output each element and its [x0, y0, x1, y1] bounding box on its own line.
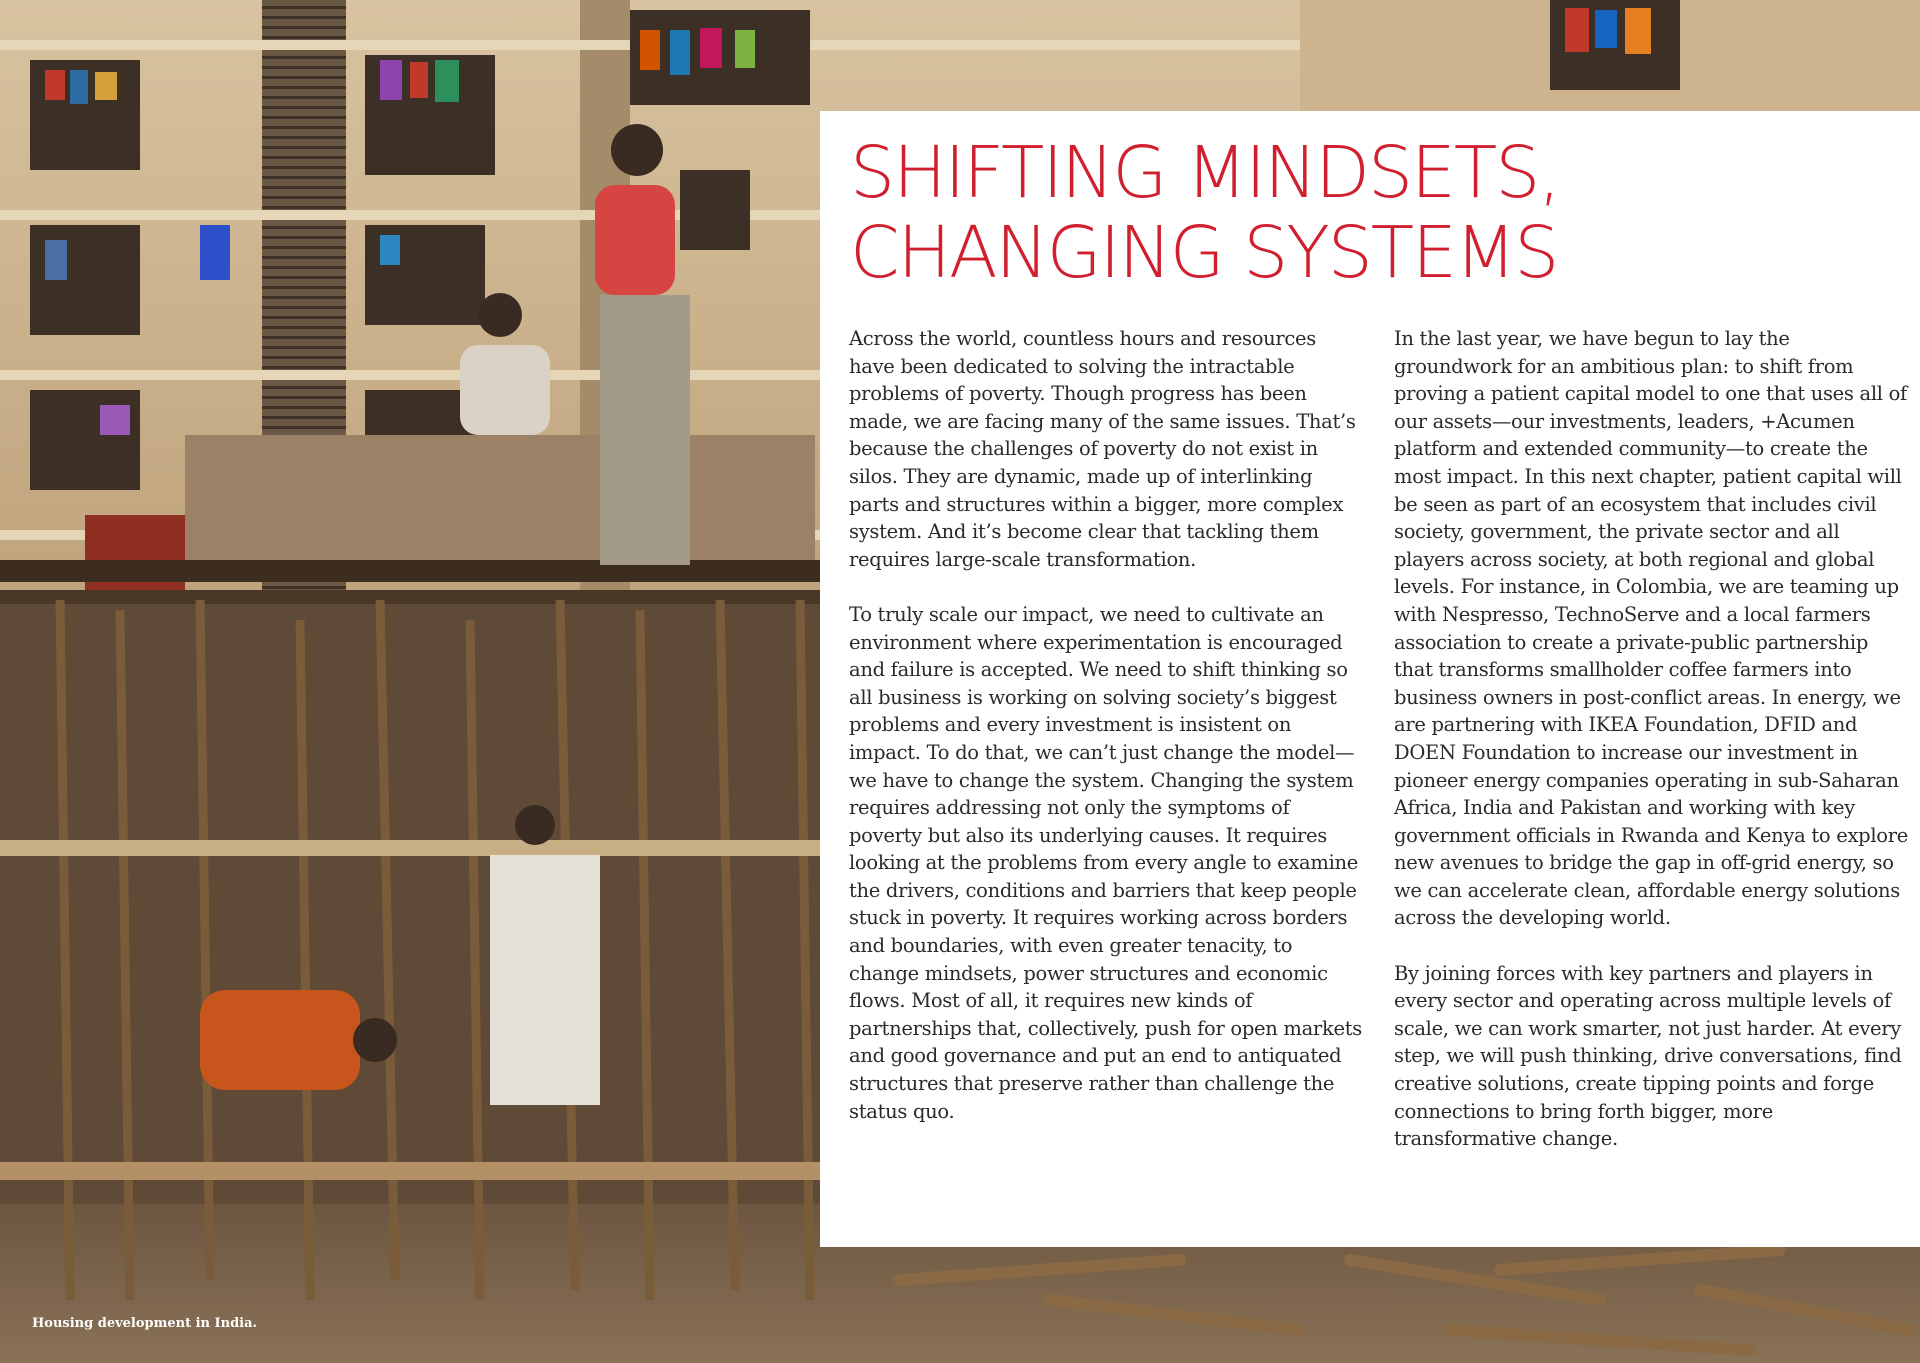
photo-caption: Housing development in India. [32, 1316, 258, 1331]
article-headline [850, 133, 1559, 293]
headline-line-2: CHANGING SYSTEMS [850, 211, 1558, 294]
headline-line-1: SHIFTING MINDSETS, [850, 131, 1559, 214]
article-panel [820, 111, 1920, 1247]
left-paragraph-2: To truly scale our impact, we need to cultivate an environment where experimentation is encouraged and failure is accepted. We need to shift thinking so all business is working on solving society’s biggest problems and every investment is insistent on impact. To do that, we can’t just change the model—we have to change the system. Changing the system requires addressing not only the symptoms of poverty but also its underlying causes. It requires looking at the problems from every angle to examine the drivers, conditions and barriers that keep people stuck in poverty. It requires working across borders and boundaries, with even greater tenacity, to change mindsets, power structures and economic flows. Most of all, it requires new kinds of partnerships that, collectively, push for open markets and good governance and put an end to antiquated structures that preserve rather than challenge the status quo. [849, 602, 1362, 1123]
left-paragraph-1: Across the world, countless hours and resources have been dedicated to solving the intractable problems of poverty. Though progress has been made, we are facing many of the same issues. That’s because the challenges of poverty do not exist in silos. They are dynamic, made up of interlinking parts and structures within a bigger, more complex system. And it’s become clear that tackling them requires large-scale transformation. [849, 327, 1356, 571]
left-column [849, 325, 1367, 1153]
right-paragraph-1: In the last year, we have begun to lay the groundwork for an ambitious plan: to shift from proving a patient capital model to one that uses all of our assets—our investments, leaders, +Acumen platform and extended community—to create the most impact. In this next chapter, patient capital will be seen as part of an ecosystem that includes civil society, government, the private sector and all players across society, at both regional and global levels. For instance, in Colombia, we are teaming up with Nespresso, TechnoServe and a local farmers association to create a private-public partnership that transforms smallholder coffee farmers into business owners in post-conflict areas. In energy, we are partnering with IKEA Foundation, DFID and DOEN Foundation to increase our investment in pioneer energy companies operating in sub-Saharan Africa, India and Pakistan and working with key government officials in Rwanda and Kenya to explore new avenues to bridge the gap in off-grid energy, so we can accelerate clean, affordable energy solutions across the developing world. [1394, 327, 1908, 930]
right-column [1394, 325, 1912, 1180]
right-paragraph-2: By joining forces with key partners and players in every sector and operating across multiple levels of scale, we can work smarter, not just harder. At every step, we will push thinking, drive conversations, find creative solutions, create tipping points and forge connections to bring forth bigger, more transformative change. [1394, 961, 1902, 1151]
